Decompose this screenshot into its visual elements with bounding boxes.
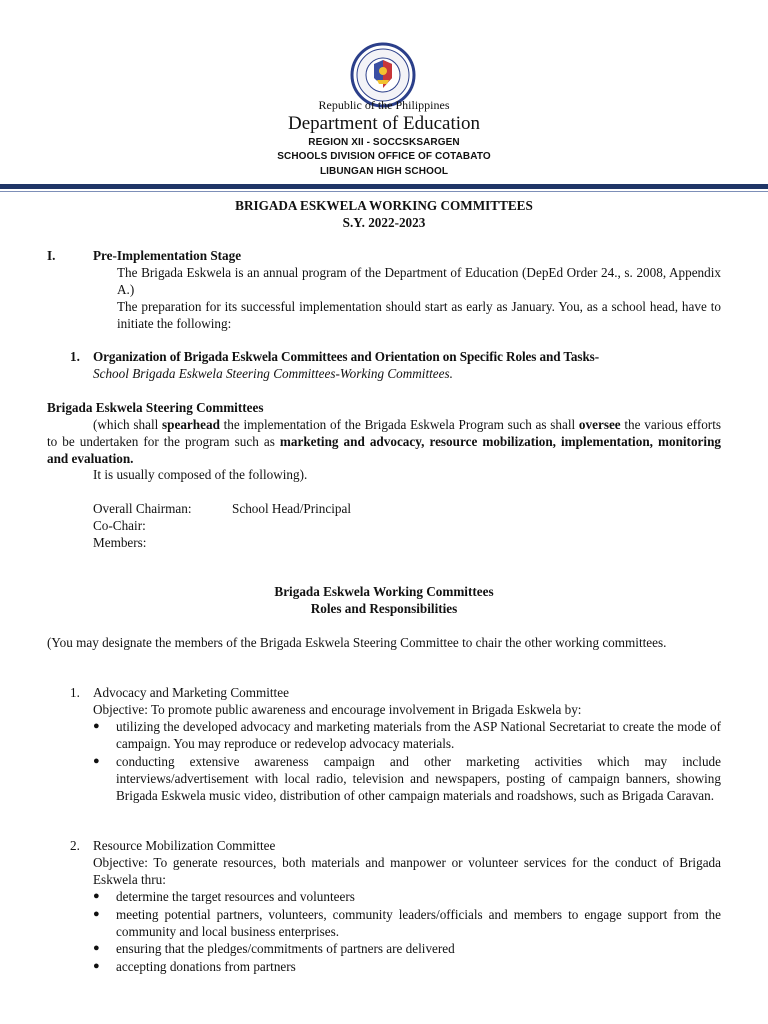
department-name: Department of Education xyxy=(287,113,481,134)
header-divider xyxy=(0,184,768,189)
header-divider-thin xyxy=(0,191,768,192)
committee-number: 1. xyxy=(70,685,80,700)
division-line: SCHOOLS DIVISION OFFICE OF COTABATO xyxy=(277,151,491,162)
committee-name: Advocacy and Marketing Committee xyxy=(93,685,289,700)
section-paragraph-2: The preparation for its successful implementation should start as early as January. You, as a school head, have to initiate the following: xyxy=(117,299,721,331)
section-paragraph-1: The Brigada Eskwela is an annual program of the Department of Education (DepEd Order 24., s. 2008, Appendix A.) xyxy=(117,265,721,297)
list-item: ensuring that the pledges/commitments of partners are delivered xyxy=(116,941,455,956)
school-name: LIBUNGAN HIGH SCHOOL xyxy=(319,166,449,177)
bullet-icon: ● xyxy=(93,942,100,954)
members-label: Members: xyxy=(93,535,147,550)
committee-objective: Objective: To promote public awareness and encourage involvement in Brigada Eskwela by: xyxy=(93,702,582,717)
cochair-label: Co-Chair: xyxy=(93,518,146,533)
region-line: REGION XII - SOCCSKSARGEN xyxy=(308,137,460,148)
committee-number: 2. xyxy=(70,838,80,853)
chair-label: Overall Chairman: xyxy=(93,501,192,516)
bullet-icon: ● xyxy=(93,720,100,732)
chair-value: School Head/Principal xyxy=(232,501,352,516)
school-year: S.Y. 2022-2023 xyxy=(342,215,426,230)
steering-composed: It is usually composed of the following). xyxy=(93,467,308,482)
working-heading: Brigada Eskwela Working Committees xyxy=(274,584,494,599)
list-item: determine the target resources and volunteers xyxy=(116,889,355,904)
item-subheading: School Brigada Eskwela Steering Committees-Working Committees. xyxy=(93,366,453,381)
list-item: conducting extensive awareness campaign and other marketing activities which may include interviews/advertisement with local radio, television and newspapers, posting of campaign banners, showing Brigada Eskwela music video, distribution of other campaign materials and roadshows, such as Brigada Caravan. xyxy=(116,754,721,803)
section-numeral: I. xyxy=(47,248,56,263)
section-heading: Pre-Implementation Stage xyxy=(93,248,242,263)
committee-objective: Objective: To generate resources, both materials and manpower or volunteer services for the conduct of Brigada Eskwela thru: xyxy=(93,855,721,887)
item-number: 1. xyxy=(70,349,80,364)
steering-heading: Brigada Eskwela Steering Committees xyxy=(47,400,264,415)
item-heading: Organization of Brigada Eskwela Committees and Orientation on Specific Roles and Tasks- xyxy=(93,349,600,364)
document-title: BRIGADA ESKWELA WORKING COMMITTEES xyxy=(235,198,533,213)
bullet-icon: ● xyxy=(93,908,100,920)
republic-line: Republic of the Philippines xyxy=(318,98,450,112)
steering-paragraph: (which shall spearhead the implementation of the Brigada Eskwela Program such as shall oversee the various efforts to be undertaken for the program such as marketing and advocacy, resource mobilization, implementation, monitoring and evaluation. xyxy=(47,417,721,466)
bullet-icon: ● xyxy=(93,755,100,767)
working-note: (You may designate the members of the Brigada Eskwela Steering Committee to chair the other working committees. xyxy=(47,635,667,650)
list-item: utilizing the developed advocacy and marketing materials from the ASP National Secretariat to create the mode of campaign. You may reproduce or redevelop advocacy materials. xyxy=(116,719,721,751)
bullet-icon: ● xyxy=(93,960,100,972)
working-subheading: Roles and Responsibilities xyxy=(310,601,458,616)
list-item: meeting potential partners, volunteers, community leaders/officials and members to engage support from the community and local business enterprises. xyxy=(116,907,721,939)
committee-name: Resource Mobilization Committee xyxy=(93,838,276,853)
list-item: accepting donations from partners xyxy=(116,959,296,974)
bullet-icon: ● xyxy=(93,890,100,902)
